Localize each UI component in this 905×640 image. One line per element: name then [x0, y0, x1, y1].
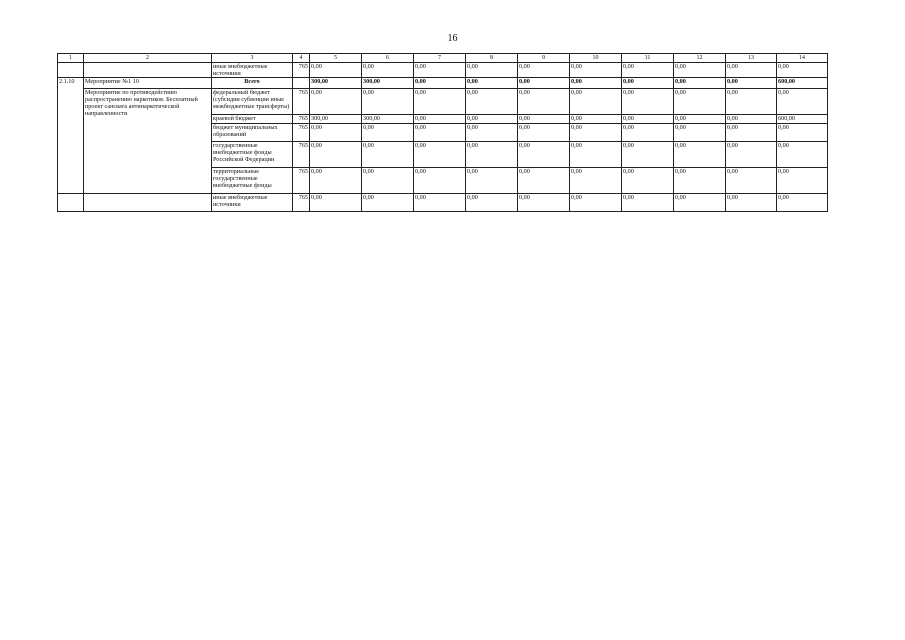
table-cell: 0,00 [414, 89, 466, 115]
table-cell: 0,00 [777, 168, 828, 194]
table-cell: 765 [293, 194, 310, 212]
table-cell: 0,00 [466, 124, 518, 142]
table-cell: Мероприятие №1 10 [84, 78, 212, 89]
table-cell: 0,00 [518, 78, 570, 89]
table-cell: 0,00 [622, 78, 674, 89]
table-cell: 0,00 [570, 89, 622, 115]
table-cell: 0,00 [674, 194, 726, 212]
table-cell: 0,00 [414, 115, 466, 124]
table-cell: 0,00 [570, 142, 622, 168]
table-cell: 0,00 [570, 78, 622, 89]
column-number: 12 [674, 54, 726, 63]
table-cell: 0,00 [726, 142, 777, 168]
table-cell: 0,00 [466, 168, 518, 194]
table-cell: 0,00 [570, 115, 622, 124]
table-body [58, 63, 828, 212]
table-cell: 0,00 [726, 115, 777, 124]
table-cell: 0,00 [674, 168, 726, 194]
table-cell: 0,00 [518, 115, 570, 124]
table-cell: 0,00 [414, 194, 466, 212]
table-cell: бюджет муниципальных образований [212, 124, 293, 142]
table-cell: 0,00 [570, 124, 622, 142]
table-cell: краевой бюджет [212, 115, 293, 124]
page-number: 16 [447, 33, 458, 44]
column-number: 14 [777, 54, 828, 63]
table-cell: 0,00 [777, 89, 828, 115]
table-cell: 0,00 [310, 194, 362, 212]
table-cell: территориальные государственные внебюджетные фонды [212, 168, 293, 194]
column-number: 8 [466, 54, 518, 63]
table-cell: федеральный бюджет (субсидии субвенции иные межбюджетные трансферты) [212, 89, 293, 115]
table-cell: 0,00 [622, 168, 674, 194]
column-number: 5 [310, 54, 362, 63]
table-cell: 0,00 [518, 63, 570, 78]
table-cell: 0,00 [466, 194, 518, 212]
table-cell: 0,00 [674, 124, 726, 142]
table-cell: 0,00 [362, 63, 414, 78]
table-cell: 0,00 [777, 63, 828, 78]
table-cell: Всего [212, 78, 293, 89]
table-cell: 0,00 [674, 63, 726, 78]
table-row [58, 194, 828, 212]
table-cell: 0,00 [414, 142, 466, 168]
table-cell: 0,00 [726, 168, 777, 194]
table-cell: 0,00 [414, 124, 466, 142]
table-cell: 300,00 [362, 115, 414, 124]
table-cell: 0,00 [466, 78, 518, 89]
table-row [58, 89, 828, 115]
table-cell: 0,00 [310, 63, 362, 78]
table-cell: 765 [293, 63, 310, 78]
budget-table [57, 53, 828, 212]
column-number: 13 [726, 54, 777, 63]
table-cell: Мероприятие по противодействию распространению наркотиков. Бесплатный проект сансвата антинаркотической направленности [84, 89, 212, 194]
table-row [58, 63, 828, 78]
table-cell: 765 [293, 168, 310, 194]
table-cell: 0,00 [570, 194, 622, 212]
table-cell: 0,00 [777, 142, 828, 168]
table-cell: 0,00 [726, 124, 777, 142]
table-cell: 0,00 [518, 142, 570, 168]
column-number-row [58, 54, 828, 63]
table-cell: 0,00 [726, 63, 777, 78]
table-cell: 300,00 [362, 78, 414, 89]
table-cell: 0,00 [674, 115, 726, 124]
table-cell: 0,00 [777, 124, 828, 142]
column-number: 11 [622, 54, 674, 63]
table-cell: 765 [293, 142, 310, 168]
table-cell: 0,00 [570, 63, 622, 78]
table-cell: 0,00 [622, 142, 674, 168]
table-cell: 0,00 [622, 194, 674, 212]
table-cell: 0,00 [518, 168, 570, 194]
table-cell [84, 63, 212, 78]
table-cell: 0,00 [622, 115, 674, 124]
column-number: 2 [84, 54, 212, 63]
table-cell: 765 [293, 124, 310, 142]
table-cell: 0,00 [414, 63, 466, 78]
table-cell: 600,00 [777, 78, 828, 89]
table-cell: 0,00 [310, 89, 362, 115]
table-cell: 0,00 [518, 194, 570, 212]
table-cell: 0,00 [726, 194, 777, 212]
table-cell: 0,00 [362, 124, 414, 142]
table-cell: 0,00 [310, 124, 362, 142]
table-cell: 0,00 [674, 78, 726, 89]
column-number: 6 [362, 54, 414, 63]
column-number: 1 [58, 54, 84, 63]
table-cell: 0,00 [622, 89, 674, 115]
table-cell: иные внебюджетные источники [212, 194, 293, 212]
table-row [58, 78, 828, 89]
table-cell: 0,00 [362, 168, 414, 194]
table-cell: 765 [293, 115, 310, 124]
table-cell: 0,00 [466, 63, 518, 78]
column-number: 4 [293, 54, 310, 63]
table-cell: 0,00 [518, 89, 570, 115]
table-cell: 0,00 [518, 124, 570, 142]
table-cell: 0,00 [674, 89, 726, 115]
table-cell: 0,00 [726, 78, 777, 89]
table-cell: 0,00 [310, 142, 362, 168]
table-cell: 0,00 [622, 124, 674, 142]
table-cell: 0,00 [362, 89, 414, 115]
table-cell [293, 78, 310, 89]
column-number: 3 [212, 54, 293, 63]
table-cell [84, 194, 212, 212]
table-cell: государственные внебюджетные фонды Российской Федерации [212, 142, 293, 168]
table-cell [58, 63, 84, 78]
table-cell: 0,00 [570, 168, 622, 194]
table-cell: 300,00 [310, 115, 362, 124]
table-cell: 0,00 [674, 142, 726, 168]
table-cell: 0,00 [777, 194, 828, 212]
table-cell: 0,00 [414, 78, 466, 89]
table-cell: иные внебюджетные источники [212, 63, 293, 78]
table-cell: 0,00 [466, 115, 518, 124]
column-number: 9 [518, 54, 570, 63]
table-cell: 0,00 [310, 168, 362, 194]
table-cell: 0,00 [466, 89, 518, 115]
column-number: 10 [570, 54, 622, 63]
table-cell: 0,00 [622, 63, 674, 78]
table-cell: 0,00 [362, 194, 414, 212]
table-cell: 0,00 [466, 142, 518, 168]
table-cell: 600,00 [777, 115, 828, 124]
table-cell [58, 194, 84, 212]
column-number: 7 [414, 54, 466, 63]
table-cell: 0,00 [362, 142, 414, 168]
table-cell: 0,00 [414, 168, 466, 194]
table-cell: 765 [293, 89, 310, 115]
table-cell: 300,00 [310, 78, 362, 89]
table-cell: 0,00 [726, 89, 777, 115]
table-cell: 2.1.10 [58, 78, 84, 194]
